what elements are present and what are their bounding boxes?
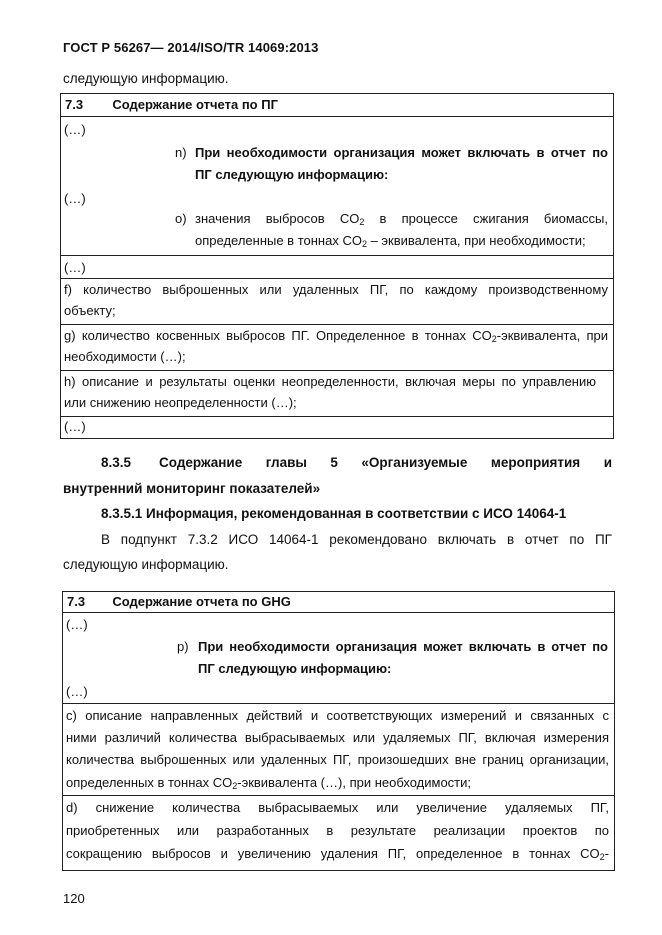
box2-c-line4-a: определенных в тоннах CO: [66, 775, 233, 790]
box1-ellipsis-1: (…): [64, 122, 86, 137]
box1-o-line2-a: определенные в тоннах CO: [195, 233, 362, 248]
box1-title-line: [65, 97, 278, 113]
quote-box-ghg-report: [60, 93, 614, 439]
box1-g-line1-a: g) количество косвенных выбросов ПГ. Определенное в тоннах CO: [64, 328, 492, 343]
page-number: 120: [63, 891, 85, 906]
intro-text: следующую информацию.: [63, 71, 229, 86]
box1-item-g-line2: необходимости (…);: [64, 349, 186, 364]
box2-item-c-line1: c) описание направленных действий и соответствующих измерений и связанных с: [66, 708, 609, 723]
box1-ellipsis-4: (…): [64, 419, 86, 434]
box1-o-line1-sub: 2: [359, 217, 365, 227]
section-8-3-5-line2: внутренний мониторинг показателей»: [63, 481, 321, 496]
box1-divider-5: [61, 416, 613, 417]
box2-item-c-line2: ними различий количества выбрасываемых или удаляемых ПГ, включая измерения: [66, 730, 609, 745]
paragraph-line2: следующую информацию.: [63, 557, 229, 572]
box2-divider-1: [63, 703, 614, 704]
box1-item-o-line1: [195, 211, 608, 227]
box1-o-line1-a: значения выбросов CO: [195, 211, 360, 226]
box1-title-number: 7.3: [65, 97, 84, 112]
box2-item-d-line2: приобретенных или разработанных в результате реализации проектов по: [66, 823, 609, 838]
box1-o-line1-b: в процессе сжигания биомассы,: [364, 211, 608, 226]
box1-g-line1-sub: 2: [491, 334, 497, 344]
box1-item-g-line1: [64, 328, 608, 344]
box1-item-n-marker: n): [175, 145, 187, 160]
box1-divider-1: [61, 255, 613, 256]
box2-title: Содержание отчета по GHG: [112, 594, 291, 609]
box1-item-n-line1: При необходимости организация может включать в отчет по: [195, 145, 608, 160]
box1-ellipsis-2: (…): [64, 191, 86, 206]
box2-item-d-line3: [66, 846, 609, 862]
box2-item-c-line4: [66, 775, 471, 791]
box2-c-line4-sub: 2: [232, 781, 238, 791]
box2-item-c-line3: количества выброшенных или удаленных ПГ, произошедших вне границ организации,: [66, 752, 609, 767]
box1-title: Содержание отчета по ПГ: [112, 97, 278, 112]
box2-item-p-line1: При необходимости организация может включать в отчет по: [198, 639, 608, 654]
box1-ellipsis-3: (…): [64, 260, 86, 275]
document-header: ГОСТ Р 56267— 2014/ISO/TR 14069:2013: [63, 40, 319, 55]
box1-item-f-line2: объекту;: [64, 303, 116, 318]
box1-item-n-line2: ПГ следующую информацию:: [195, 167, 389, 182]
box1-title-divider: [61, 116, 613, 117]
box2-item-d-line1: d) снижение количества выбрасываемых или увеличение удаляемых ПГ,: [66, 800, 609, 815]
paragraph-line1: В подпункт 7.3.2 ИСО 14064-1 рекомендовано включать в отчет по ПГ: [101, 532, 612, 547]
section-8-3-5-title: Содержание главы 5 «Организуемые мероприятия и: [159, 455, 612, 470]
box2-title-number: 7.3: [67, 594, 86, 609]
box1-g-line1-b: -эквивалента, при: [496, 328, 608, 343]
box1-item-o-line2: [195, 233, 586, 249]
section-8-3-5-line1: [101, 454, 612, 472]
box2-title-divider: [63, 612, 614, 613]
box2-d-line3-b: -: [604, 846, 609, 861]
box1-divider-2: [61, 278, 613, 279]
box2-c-line4-b: -эквивалента (…), при необходимости;: [237, 775, 472, 790]
quote-box-ghg-report-2: [62, 591, 615, 871]
box1-divider-4: [61, 370, 613, 371]
box2-divider-2: [63, 795, 614, 796]
box2-d-line3-a: сокращению выбросов и увеличению удаления ПГ, определенное в тоннах CO: [66, 846, 600, 861]
box1-o-line2-sub: 2: [361, 239, 367, 249]
box1-item-h-line1: h) описание и результаты оценки неопределенности, включая меры по управлению: [64, 374, 596, 389]
box1-item-f-line1: f) количество выброшенных или удаленных ПГ, по каждому производственному: [64, 282, 608, 297]
box2-ellipsis-1: (…): [66, 617, 88, 632]
section-8-3-5-1-heading: 8.3.5.1 Информация, рекомендованная в соответствии с ИСО 14064-1: [101, 506, 567, 521]
box2-title-line: [67, 594, 291, 610]
section-8-3-5-number: 8.3.5: [101, 455, 132, 470]
box1-divider-3: [61, 324, 613, 325]
box1-item-h-line2: или снижению неопределенности (…);: [64, 395, 297, 410]
box2-d-line3-sub: 2: [599, 852, 605, 862]
box2-item-p-marker: p): [177, 639, 189, 654]
box1-o-line2-b: – эквивалента, при необходимости;: [366, 233, 586, 248]
box2-ellipsis-2: (…): [66, 684, 88, 699]
box1-item-o-marker: o): [175, 211, 187, 226]
box2-item-p-line2: ПГ следующую информацию:: [198, 661, 392, 676]
